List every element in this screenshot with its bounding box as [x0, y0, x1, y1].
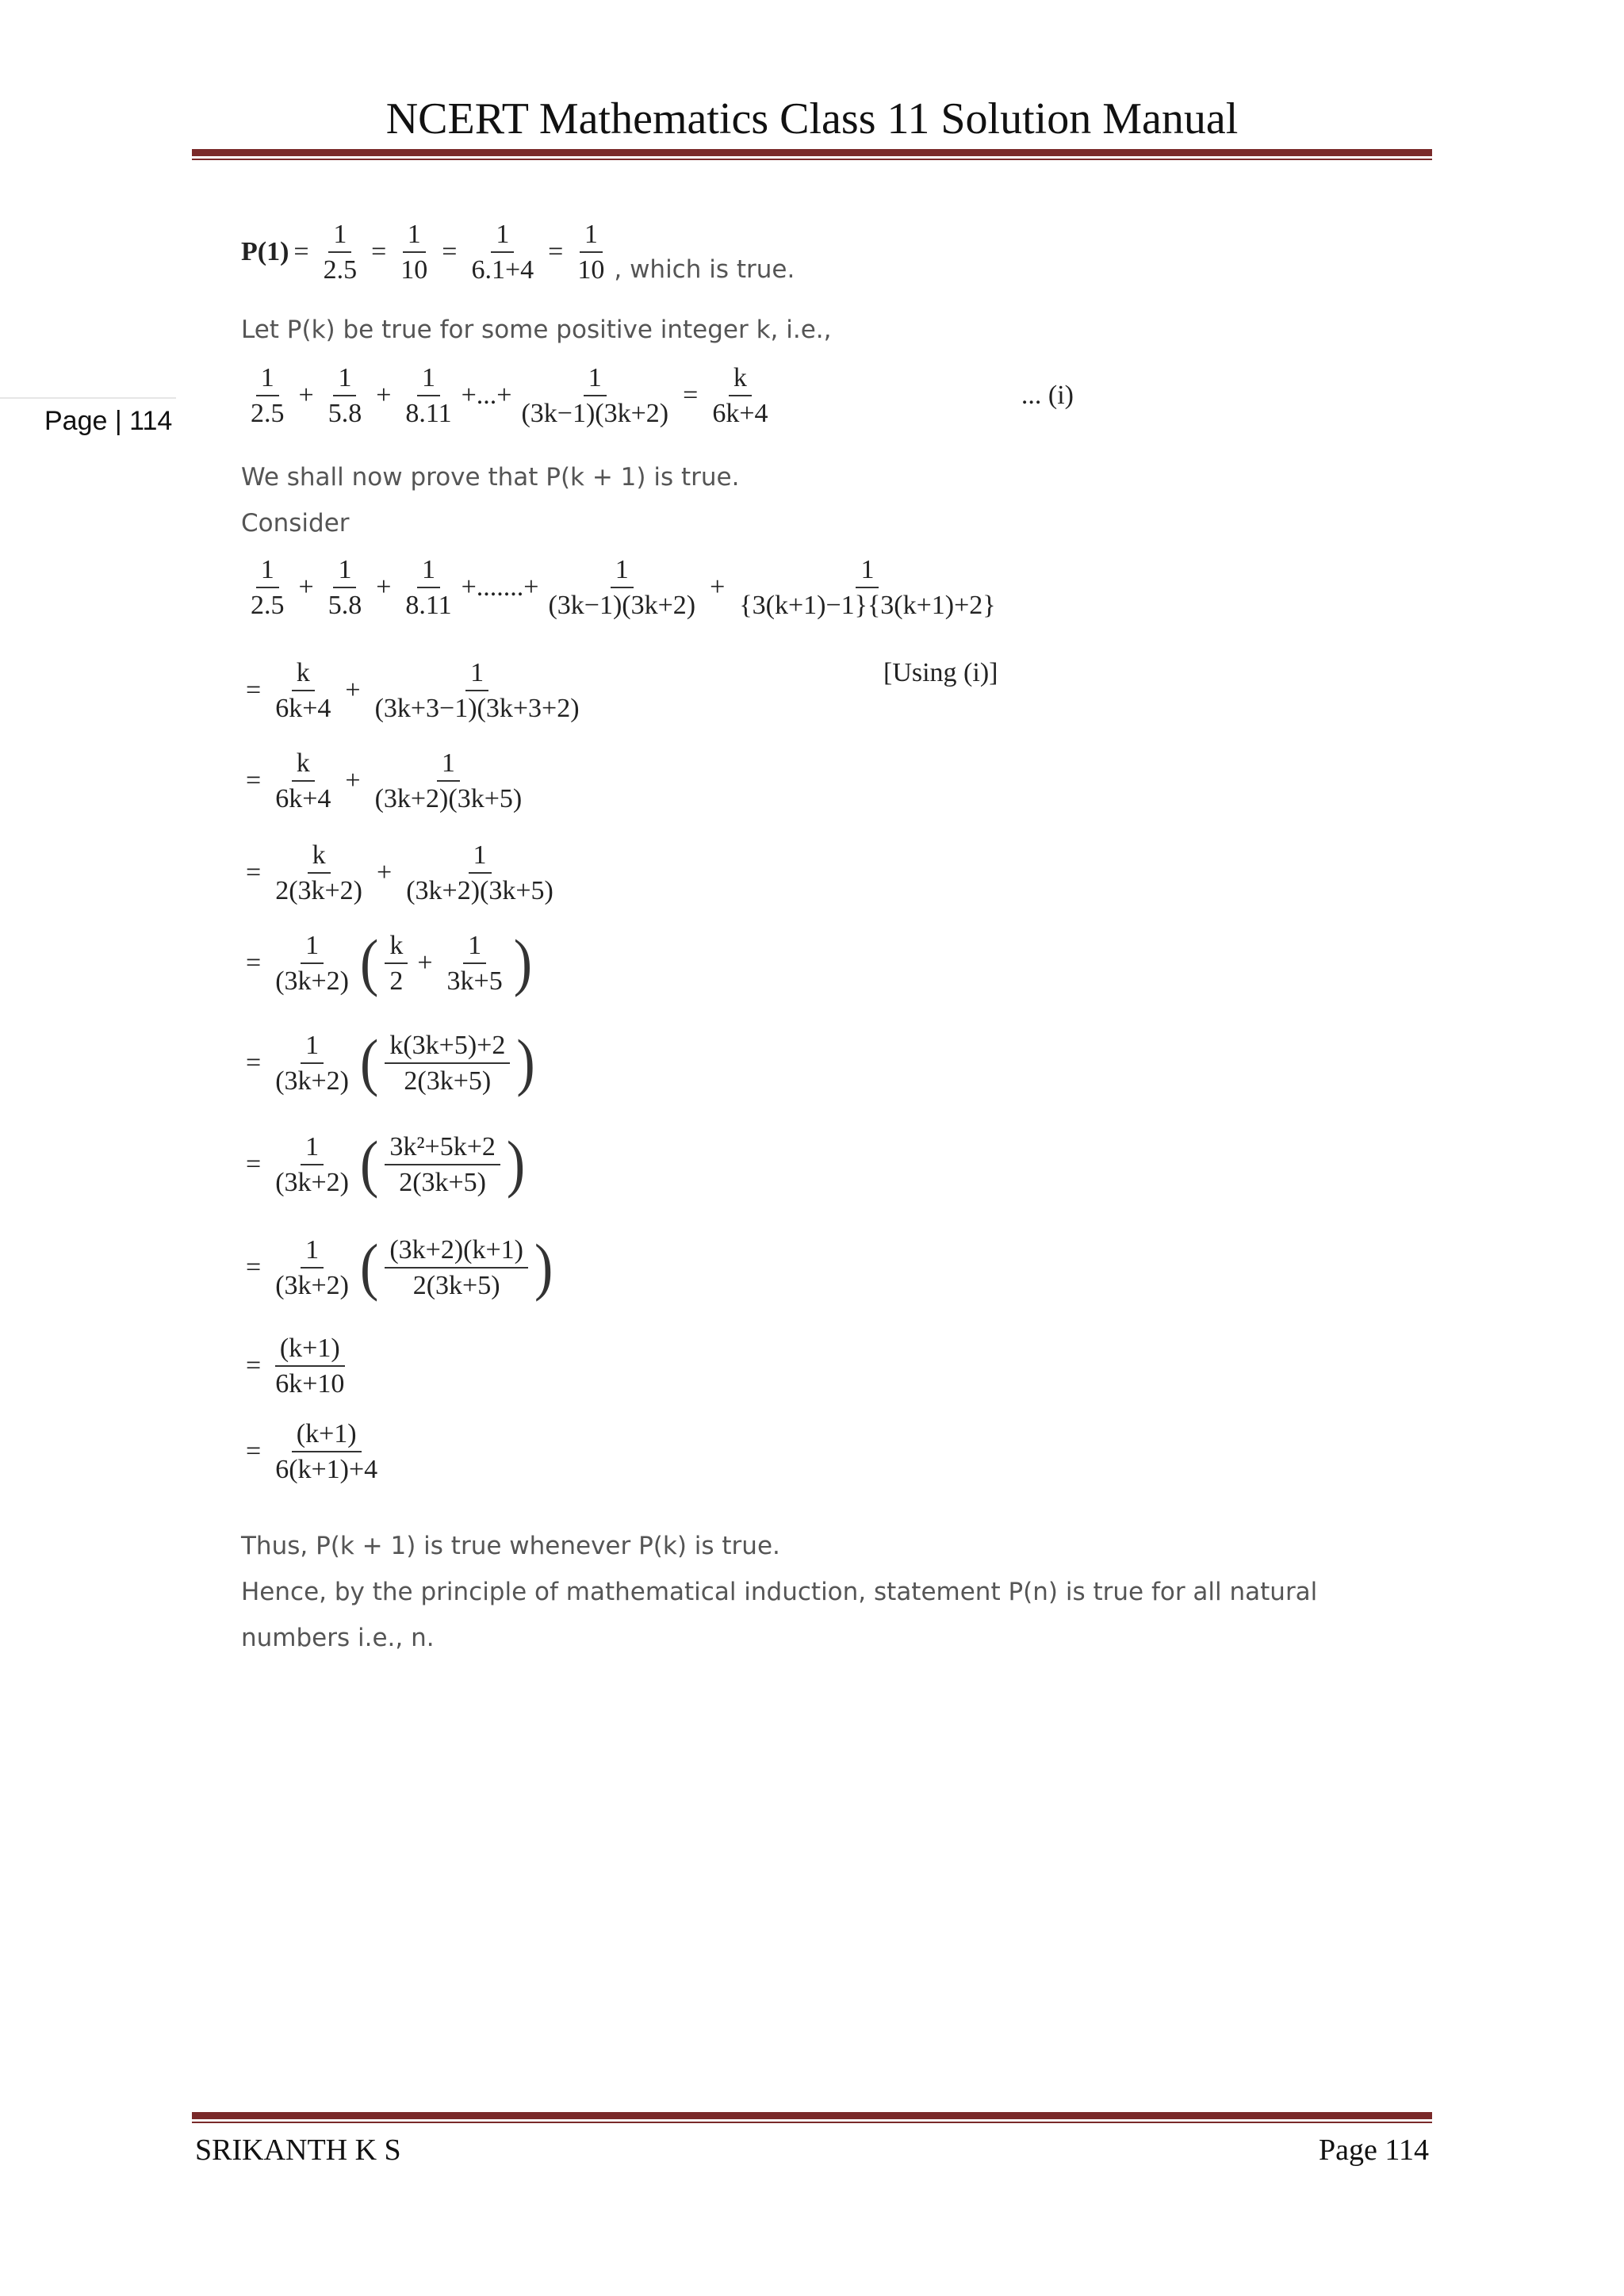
- page-header-title: NCERT Mathematics Class 11 Solution Manual: [385, 94, 1239, 144]
- numbers-text: numbers i.e., n.: [241, 1624, 435, 1652]
- step-6: = $\frac{1}{(3k+2)}$ ( $\frac{\text{3k²+5k+2}}{2(3k+5)}$ ): [246, 1129, 526, 1200]
- step-2: = $\frac{k}{6k+4}$ + $\frac{1}{(3k+2)(3k+5)}$: [246, 748, 523, 814]
- assumption-text: Let P(k) be true for some positive integer k, i.e.,: [241, 316, 832, 344]
- step-1: = $\frac{k}{6k+4}$ + $\frac{1}{(3k+3-1)(3k+3+2)}$ [Using (i)]: [246, 658, 998, 724]
- equation-tag: ... (i): [1021, 381, 1074, 411]
- consider-equation: $\frac{1}{2.5}$ + $\frac{1}{5.8}$ + $\frac{1}{8.11}$ +.......+ $\frac{1}{(3k-1)(3k+2)}$ + $\frac{1}{\{3(k+1)-1\}\{3(k+1)+2\}}$: [251, 555, 996, 621]
- consider-text: Consider: [241, 509, 350, 538]
- using-note: [Using (i)]: [883, 658, 998, 687]
- equation-i: $\frac{1}{2.5}$ + $\frac{1}{5.8}$ + $\frac{1}{8.11}$ +...+ $\frac{1}{(3k-1)(3k+2)}$ = $\frac{k}{6k+4}$ ... (i): [251, 363, 1074, 429]
- step-5: = $\frac{1}{(3k+2)}$ ( $\frac{k(3k+5)+2}{2(3k+5)}$ ): [246, 1027, 535, 1099]
- header-rule: [192, 149, 1432, 162]
- margin-page-label: Page | 114: [44, 406, 173, 436]
- base-case-equation: P(1) = $\frac{1}{2.5}$ = $\frac{1}{10}$ = $\frac{1}{6.1+4}$ = $\frac{1}{10}$ , which is true.: [241, 219, 795, 285]
- thus-text: Thus, P(k + 1) is true whenever P(k) is true.: [241, 1532, 780, 1560]
- margin-divider: [0, 397, 176, 399]
- step-7: = $\frac{1}{(3k+2)}$ ( $\frac{(3k+2)(k+1)}{2(3k+5)}$ ): [246, 1232, 553, 1303]
- prove-text: We shall now prove that P(k + 1) is true.: [241, 463, 740, 492]
- footer-rule: [192, 2112, 1432, 2125]
- step-4: = $\frac{1}{(3k+2)}$ ( $\frac{k}{2}$ + $\frac{1}{3k+5}$ ): [246, 928, 533, 999]
- footer-author: SRIKANTH K S: [195, 2133, 401, 2167]
- step-3: = $\frac{k}{2(3k+2)}$ + $\frac{1}{(3k+2)(3k+5)}$: [246, 840, 553, 906]
- footer-page-number: Page 114: [1319, 2133, 1429, 2167]
- hence-text: Hence, by the principle of mathematical induction, statement P(n) is true for all natural: [241, 1578, 1318, 1606]
- step-8: = $\frac{(k+1)}{6k+10}$: [246, 1334, 345, 1399]
- step-9: = $\frac{(k+1)}{6(k+1)+4}$: [246, 1419, 378, 1485]
